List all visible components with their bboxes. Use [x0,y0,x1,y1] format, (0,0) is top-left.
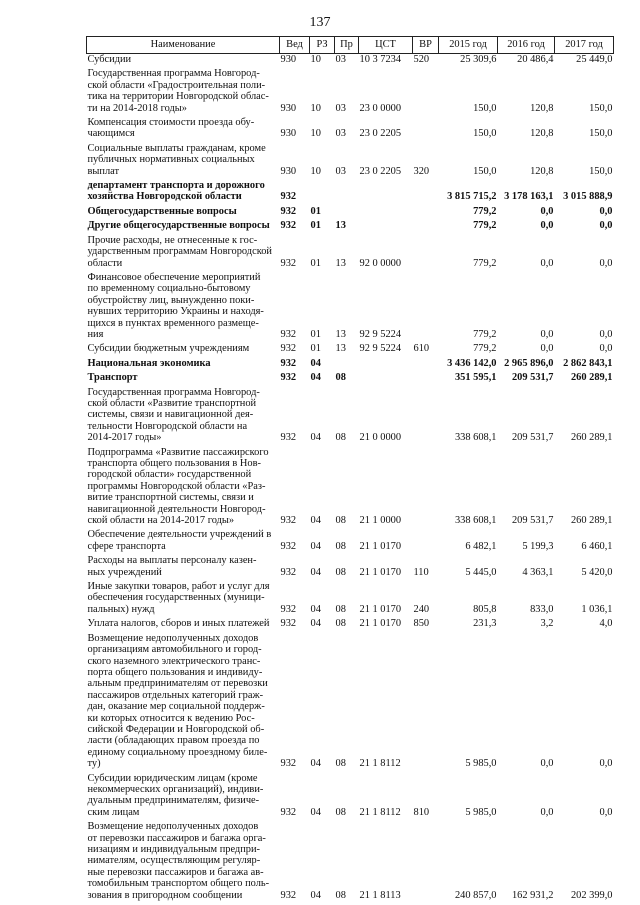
row-name: Иные закупки товаров, работ и услуг для обеспечения государственных (муници- пальных) нужд [87,581,270,615]
row-2017: 3 015 888,9 [563,191,613,203]
row-rz: 04 [310,889,321,901]
row-2015: 3 815 715,2 [447,191,497,203]
row-pr: 03 [335,128,346,140]
row-2016: 209 531,7 [511,372,554,384]
row-2015: 5 985,0 [465,806,497,818]
row-cst: 21 1 8113 [359,889,401,901]
row-rz: 01 [310,257,321,269]
row-cst [359,369,413,383]
row-vr [413,65,439,114]
row-2017: 150,0 [589,102,613,114]
row-rz: 04 [310,432,321,444]
row-ved: 930 [280,128,297,140]
row-vr: 850 [413,618,430,630]
row-cst [359,355,413,369]
row-rz: 10 [310,128,321,140]
table-row [87,615,614,629]
row-rz: 04 [310,357,321,369]
row-2017: 0,0 [599,758,613,770]
header-pr: Пр [335,37,359,54]
row-ved: 930 [280,102,297,114]
table-row [87,630,614,770]
table-row [87,232,614,269]
row-cst [359,217,413,231]
row-name: Обеспечение деятельности учреждений в сфере транспорта [87,529,272,552]
row-2015: 5 985,0 [465,758,497,770]
row-ved: 932 [280,889,297,901]
row-ved: 932 [280,257,297,269]
row-rz: 10 [310,102,321,114]
row-name: Подпрограмма «Развитие пассажирского транспорта общего пользования в Нов- городской области» государственной программы Новгородской области «Раз- витие транспортной системы, связи и навигационной деятельности Новгород- ской области на 2014-2017 годы» [87,446,269,527]
row-2015: 779,2 [473,257,497,269]
row-rz: 04 [310,758,321,770]
row-2016: 0,0 [540,220,554,232]
row-2015: 3 436 142,0 [447,357,497,369]
row-pr: 08 [335,540,346,552]
row-2017: 25 449,0 [576,54,613,65]
row-cst [359,177,413,203]
row-vr [413,818,439,901]
table-row [87,140,614,177]
row-2017: 0,0 [599,343,613,355]
row-2015: 25 309,6 [460,54,497,65]
row-ved: 932 [280,372,297,384]
row-pr [335,355,359,369]
row-2017: 0,0 [599,328,613,340]
row-2015: 231,3 [473,618,497,630]
row-2016: 833,0 [530,603,554,615]
row-pr: 08 [335,603,346,615]
table-row [87,114,614,140]
header-name: Наименование [87,37,280,54]
row-name: Уплата налогов, сборов и иных платежей [87,618,270,630]
row-ved: 932 [280,806,297,818]
row-rz: 04 [310,603,321,615]
row-vr [413,369,439,383]
table-row [87,369,614,383]
row-rz: 04 [310,566,321,578]
row-2016: 0,0 [540,328,554,340]
row-pr: 08 [335,758,346,770]
row-vr [413,232,439,269]
row-cst: 21 1 8112 [359,806,401,818]
row-cst: 92 0 0000 [359,257,402,269]
row-2017: 150,0 [589,165,613,177]
table-header [87,37,614,54]
row-2015: 779,2 [473,220,497,232]
row-rz: 01 [310,328,321,340]
row-rz: 04 [310,540,321,552]
row-rz [310,177,335,203]
table-row [87,54,614,66]
row-vr [413,630,439,770]
table-row [87,818,614,901]
row-vr [413,384,439,444]
row-name: Государственная программа Новгород- ской области «Развитие транспортной системы, связи и навигационной дея- тельности Новгородской области на 2014-2017 годы» [87,386,260,444]
row-cst: 92 9 5224 [359,328,402,340]
table-row [87,65,614,114]
row-ved: 932 [280,758,297,770]
table-row [87,340,614,354]
row-name: Другие общегосударственные вопросы [87,220,270,232]
row-rz: 01 [310,343,321,355]
row-2016: 4 363,1 [522,566,554,578]
row-vr: 520 [413,54,430,65]
row-pr: 08 [335,618,346,630]
row-vr: 810 [413,806,430,818]
row-ved: 932 [280,205,297,217]
row-name: Социальные выплаты гражданам, кроме публичных нормативных социальных выплат [87,142,266,177]
row-pr: 03 [335,102,346,114]
row-2016: 0,0 [540,205,554,217]
row-2016: 162 931,2 [511,889,554,901]
row-pr: 03 [335,165,346,177]
row-2017: 1 036,1 [581,603,613,615]
row-2017: 202 399,0 [570,889,613,901]
row-name: Возмещение недополученных доходов от перевозки пассажиров и багажа орга- низациям и индивидуальным предпри- нимателям, осуществляющим регуляр- ные перевозки пассажиров и багажа ав- томобильным транспортом общего поль- зования в пригородном сообщении [87,821,270,901]
row-2016: 0,0 [540,806,554,818]
row-ved: 932 [280,343,297,355]
row-2017: 0,0 [599,205,613,217]
row-cst: 21 1 0000 [359,515,402,527]
header-2016: 2016 год [498,37,555,54]
header-vr: ВР [413,37,439,54]
header-ved: Вед [280,37,310,54]
row-pr: 08 [335,889,346,901]
row-2015: 338 608,1 [454,515,497,527]
row-name: Субсидии [87,54,132,65]
header-2015: 2015 год [439,37,498,54]
row-rz: 10 [310,54,321,65]
row-2015: 150,0 [473,102,497,114]
row-vr [413,355,439,369]
row-name: Государственная программа Новгород- ской области «Градостроительная поли- тика на территории Новгородской облас- ти на 2014-2018 годы» [87,68,269,114]
row-pr [335,203,359,217]
row-vr [413,269,439,340]
row-2017: 2 862 843,1 [563,357,613,369]
row-cst: 21 1 0170 [359,566,402,578]
row-rz: 04 [310,618,321,630]
row-ved: 932 [280,432,297,444]
row-2015: 150,0 [473,128,497,140]
row-pr: 13 [335,220,346,232]
row-2015: 805,8 [473,603,497,615]
table-row [87,355,614,369]
row-pr: 08 [335,566,346,578]
row-2015: 5 445,0 [465,566,497,578]
row-2017: 0,0 [599,806,613,818]
row-vr [413,526,439,552]
row-2017: 150,0 [589,128,613,140]
row-rz: 01 [310,205,321,217]
row-rz: 04 [310,806,321,818]
table-row [87,552,614,578]
table-row [87,217,614,231]
row-pr: 08 [335,432,346,444]
row-ved: 932 [280,357,297,369]
table-row [87,203,614,217]
table-row [87,526,614,552]
row-2017: 260 289,1 [570,372,613,384]
row-cst: 21 1 8112 [359,758,401,770]
row-cst: 21 1 0170 [359,540,402,552]
row-cst: 21 0 0000 [359,432,402,444]
row-rz: 10 [310,165,321,177]
table-row [87,578,614,615]
row-pr: 08 [335,806,346,818]
row-2017: 4,0 [599,618,613,630]
row-name: Субсидии юридическим лицам (кроме некоммерческих организаций), индиви- дуальным предпринимателям, физиче- ским лицам [87,772,264,818]
row-ved: 932 [280,220,297,232]
budget-table [86,36,614,901]
row-vr [413,444,439,527]
row-cst: 23 0 2205 [359,128,402,140]
row-vr: 240 [413,603,430,615]
row-pr: 08 [335,515,346,527]
row-rz: 01 [310,220,321,232]
row-pr: 13 [335,328,346,340]
row-ved: 932 [280,515,297,527]
table-row [87,384,614,444]
header-cst: ЦСТ [359,37,413,54]
row-ved: 932 [280,566,297,578]
table-row [87,770,614,819]
row-cst: 23 0 2205 [359,165,402,177]
row-2016: 3,2 [540,618,554,630]
row-2015: 338 608,1 [454,432,497,444]
row-name: Субсидии бюджетным учреждениям [87,343,250,355]
row-2016: 120,8 [530,165,554,177]
row-ved: 930 [280,54,297,65]
row-ved: 932 [280,191,297,203]
row-name: департамент транспорта и дорожного хозяйства Новгородской области [87,180,265,203]
row-rz: 04 [310,372,321,384]
row-cst: 21 1 0170 [359,618,402,630]
row-ved: 932 [280,618,297,630]
row-2016: 209 531,7 [511,515,554,527]
row-2017: 260 289,1 [570,432,613,444]
row-name: Финансовое обеспечение мероприятий по временному социально-бытовому обустройству лиц, вынужденно поки- нувших территорию Украины и находя- щихся в пунктах временного размеще- ния [87,271,264,340]
row-cst: 23 0 0000 [359,102,402,114]
row-pr: 03 [335,54,346,65]
row-cst: 10 3 7234 [359,54,402,65]
row-2017: 260 289,1 [570,515,613,527]
row-name: Общегосударственные вопросы [87,205,237,217]
row-pr: 08 [335,372,346,384]
row-2016: 2 965 896,0 [504,357,554,369]
row-pr: 13 [335,343,346,355]
row-ved: 932 [280,540,297,552]
row-2016: 0,0 [540,758,554,770]
row-2017: 6 460,1 [581,540,613,552]
header-2017: 2017 год [555,37,614,54]
row-2015: 240 857,0 [454,889,497,901]
row-ved: 932 [280,603,297,615]
row-ved: 930 [280,165,297,177]
row-name: Транспорт [87,372,138,384]
row-2016: 3 178 163,1 [504,191,554,203]
row-vr: 110 [413,566,429,578]
row-vr: 320 [413,165,430,177]
page-number: 137 [309,15,331,30]
row-2015: 779,2 [473,343,497,355]
row-2015: 150,0 [473,165,497,177]
row-vr [413,217,439,231]
row-2015: 6 482,1 [465,540,497,552]
header-row [87,37,614,54]
table-row [87,177,614,203]
row-2016: 0,0 [540,257,554,269]
row-2015: 351 595,1 [454,372,497,384]
row-name: Расходы на выплаты персоналу казен- ных учреждений [87,555,257,578]
row-2016: 0,0 [540,343,554,355]
row-2016: 120,8 [530,128,554,140]
row-cst: 21 1 0170 [359,603,402,615]
row-vr [413,177,439,203]
row-name: Возмещение недополученных доходов организациям автомобильного и город- ского наземного электрического транс- порта общего пользования и индивиду- альным предпринимателям от перевозки пассажиров отдельных категорий граж- дан, оказание мер социальной поддерж- ки которых относится к ведению Рос- сийской Федерации и Новгородской об- ласти (обладающих правом проезда по единому социальному проездному биле- ту) [87,632,268,770]
row-pr [335,177,359,203]
row-2017: 0,0 [599,257,613,269]
row-2017: 5 420,0 [581,566,613,578]
row-2016: 20 486,4 [517,54,554,65]
row-vr [413,114,439,140]
row-pr: 13 [335,257,346,269]
row-2016: 120,8 [530,102,554,114]
row-2015: 779,2 [473,328,497,340]
row-ved: 932 [280,328,297,340]
row-cst [359,203,413,217]
table-row [87,444,614,527]
row-rz: 04 [310,515,321,527]
row-2016: 209 531,7 [511,432,554,444]
header-rz: РЗ [310,37,335,54]
table-body [87,54,614,902]
table-row [87,269,614,340]
row-2016: 5 199,3 [522,540,554,552]
row-name: Национальная экономика [87,357,211,369]
row-2017: 0,0 [599,220,613,232]
row-cst: 92 9 5224 [359,343,402,355]
row-vr: 610 [413,343,430,355]
row-name: Прочие расходы, не отнесенные к гос- ударственным программам Новгородской области [87,234,272,269]
row-2015: 779,2 [473,205,497,217]
row-vr [413,203,439,217]
row-name: Компенсация стоимости проезда обу- чающимся [87,117,255,140]
